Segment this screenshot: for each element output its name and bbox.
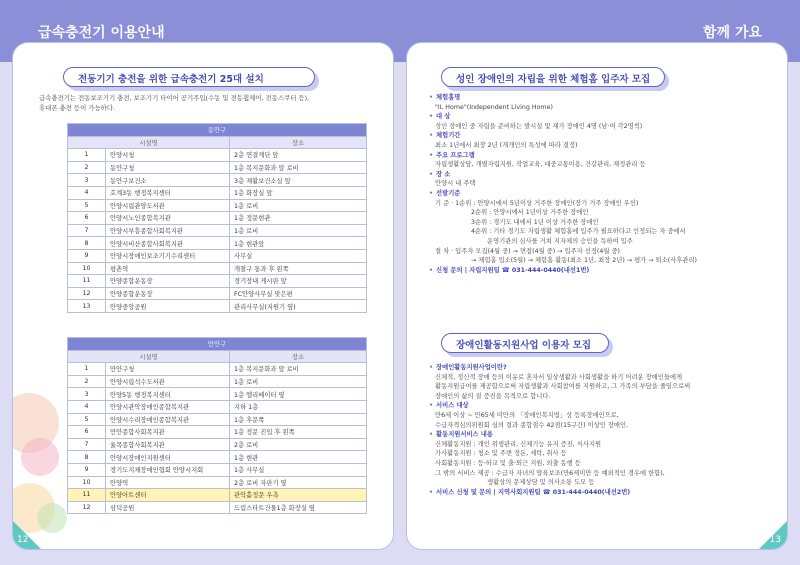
page-number: 13 <box>769 535 781 545</box>
charger-location: 사무실 <box>230 249 367 262</box>
left-page <box>12 42 394 550</box>
facility-name: 평촌역 <box>106 262 230 275</box>
row-number: 7 <box>68 224 106 237</box>
charger-location: 2층 로비 자판기 옆 <box>230 476 367 489</box>
facility-name: 안양5동 행정복지센터 <box>106 388 230 401</box>
facility-name: 경기도지체장애인협회 안양시지회 <box>106 463 230 476</box>
row-number: 7 <box>68 438 106 451</box>
facility-name: 안양시수리장애인종합복지관 <box>106 413 230 426</box>
flower-decoration <box>21 438 59 476</box>
table-row <box>68 501 367 514</box>
facility-name: 안양중앙공원 <box>106 300 230 313</box>
info-label: • 장 소 <box>429 170 779 180</box>
section-title: 장애인활동지원사업 이용자 모집 <box>441 333 609 353</box>
facility-name: 안양시청 <box>106 149 230 162</box>
table-row <box>68 451 367 464</box>
procedure-line: 절 차 · 입주자 모집(4월 중) → 면접(4월 중) → 입주자 선정(4월 중) <box>435 247 620 255</box>
charger-location: 경기장내 게시판 앞 <box>230 275 367 288</box>
header-brand: 함께 가요 <box>703 25 762 41</box>
facility-name: 안양시립관양도서관 <box>106 199 230 212</box>
table-row <box>68 287 367 300</box>
region-header: 만안구 <box>68 338 367 351</box>
info-value: 사회활동지원 : 등·하교 및 출·퇴근 지원, 외출 동행 등 <box>435 459 581 467</box>
info-value: 가사활동지원 : 청소 및 주변 정돈, 세탁, 취사 등 <box>435 450 567 458</box>
contact-info: • 신청 문의 | 자립지원팀 ☎ 031-444-0440(내선1번) <box>429 266 779 276</box>
charger-location: 1층 복지문화과 앞 로비 <box>230 161 367 174</box>
page-number: 12 <box>17 535 29 545</box>
right-page <box>406 42 788 550</box>
column-header-place: 장소 <box>230 350 367 363</box>
row-number: 3 <box>68 388 106 401</box>
info-value: 활동지원급여를 제공함으로써 자립생활과 사회참여를 지원하고, 그 가족의 부담을 줄임으로써 <box>435 383 691 391</box>
charger-location: 3층 재활보건소실 앞 <box>230 174 367 187</box>
charger-location: 1층 정문현관 <box>230 212 367 225</box>
criteria-line: 2순위 : 안양시에서 1년이상 거주한 장애인 <box>471 209 589 217</box>
intro-line: 휴대폰 충전 등이 가능하다. <box>39 104 116 112</box>
info-label: • 체험홈명 <box>429 93 779 103</box>
info-label: • 대 상 <box>429 112 779 122</box>
procedure-line: → 체험홈 입소(5월) → 체험홈 활동(최소 1년, 최장 2년) → 평가 → 퇴소(사후관리) <box>471 257 697 265</box>
facility-name: 안양역 <box>106 476 230 489</box>
info-label: • 체험기간 <box>429 131 779 141</box>
table-row <box>68 212 367 225</box>
row-number: 13 <box>68 300 106 313</box>
facility-name: 만안구청 <box>106 363 230 376</box>
row-number: 11 <box>68 489 106 502</box>
info-label: • 주요 프로그램 <box>429 151 779 161</box>
table-row <box>68 262 367 275</box>
info-label: • 선발기준 <box>429 189 779 199</box>
charger-location: 1층 후문쪽 <box>230 413 367 426</box>
facility-name: 안양시립석수도서관 <box>106 375 230 388</box>
info-value: 수급자격심의위원회 심의 결과 종합점수 42점(15구간) 이상인 장애인. <box>435 421 629 429</box>
header-title: 급속충전기 이용안내 <box>38 25 165 41</box>
facility-name: 안양시장애인보조기기수리센터 <box>106 249 230 262</box>
criteria-line: 4순위 : 기타 경기도 자립생활 체험홈에 입주가 필요하다고 인정되는 자 중에서 <box>471 228 686 236</box>
table-row <box>68 363 367 376</box>
info-value: 최소 1년에서 최장 2년 (개개인의 특성에 따라 결정) <box>435 141 578 149</box>
row-number: 1 <box>68 363 106 376</box>
contact-info: • 서비스 신청 및 문의 | 지역사회지원팀 ☎ 031-444-0440(내선2번) <box>429 488 779 498</box>
column-header-place: 장소 <box>230 136 367 149</box>
intro-text <box>39 93 379 113</box>
table-row <box>68 249 367 262</box>
info-label: • 활동지원서비스 내용 <box>429 430 779 440</box>
info-value: 안양시 내 주택 <box>435 180 476 188</box>
info-value: 신체활동지원 : 개인 위생관리, 신체기능 유지 증진, 식사지원 <box>435 440 602 448</box>
facility-name: 안양아트센터 <box>106 489 230 502</box>
criteria-line: 기 준 · 1순위 : 안양시에서 5년이상 거주한 장애인(장기 거주 장애인 우선) <box>435 199 639 207</box>
criteria-line: 3순위 : 경기도 내에서 1년 이상 거주한 장애인 <box>471 218 599 226</box>
charger-location: 2층 연결계단 앞 <box>230 149 367 162</box>
charger-location: 드림스타트건물1층 화장실 옆 <box>230 501 367 514</box>
charger-location: 개찰구 통과 후 왼쪽 <box>230 262 367 275</box>
intro-line: 급속충전기는 전동보조기기 충전, 보조기기 타이어 공기주입(수동 및 전동휠체어, 전동스쿠터 등), <box>39 94 310 102</box>
table-row <box>68 161 367 174</box>
table-row <box>68 224 367 237</box>
region-header: 동안구 <box>68 124 367 137</box>
criteria-line: 운영기관의 심사를 거쳐 지자체의 승인을 득하여 입주 <box>487 237 633 245</box>
section-title: 성인 장애인의 자립을 위한 체험홈 입주자 모집 <box>441 67 665 87</box>
facility-name: 호계3동 행정복지센터 <box>106 186 230 199</box>
table-row <box>68 400 367 413</box>
table-row <box>68 426 367 439</box>
charger-location: 1층 화장실 앞 <box>230 186 367 199</box>
facility-name: 안양시관악장애인종합복지관 <box>106 400 230 413</box>
charger-location: 1층 현관앞 <box>230 237 367 250</box>
facility-name: 동안구청 <box>106 161 230 174</box>
table-row <box>68 174 367 187</box>
info-value: 그 밖의 서비스 제공 : 수급자 자녀의 양육보조(만6세미만 등 예외적인 경우에 한함), <box>435 469 665 477</box>
table-row <box>68 413 367 426</box>
facility-name: 안양시장애인지원센터 <box>106 451 230 464</box>
info-value: 장애인의 삶의 질 증진을 목적으로 합니다. <box>435 392 551 400</box>
facility-name: 안양종합운동장 <box>106 275 230 288</box>
table-row <box>68 463 367 476</box>
info-label: • 장애인활동지원사업이란? <box>429 363 779 373</box>
table-row <box>68 489 367 502</box>
facility-name: 안양시비산종합사회복지관 <box>106 237 230 250</box>
dongan-table <box>67 123 367 313</box>
table-row <box>68 438 367 451</box>
manan-table <box>67 337 367 514</box>
table-row <box>68 388 367 401</box>
charger-location: 2층 로비 <box>230 438 367 451</box>
leaf-decoration <box>37 503 67 533</box>
table-row <box>68 275 367 288</box>
column-header-facility: 시설명 <box>68 350 230 363</box>
row-number: 2 <box>68 161 106 174</box>
table-row <box>68 375 367 388</box>
row-number: 10 <box>68 262 106 275</box>
row-number: 9 <box>68 463 106 476</box>
charger-location: FC안양사무실 맞은편 <box>230 287 367 300</box>
table-row <box>68 237 367 250</box>
charger-location: 지하 1층 <box>230 400 367 413</box>
info-label: • 서비스 대상 <box>429 401 779 411</box>
column-header-facility: 시설명 <box>68 136 230 149</box>
row-number: 11 <box>68 275 106 288</box>
info-value: "IL Home"(Independent Living Home) <box>435 103 553 111</box>
facility-name: 안양시노인종합복지관 <box>106 212 230 225</box>
info-value: 성인 장애인 중 자립을 준비하는 발시설 및 재가 장애인 4명 (남·여 각2명씩) <box>435 122 643 130</box>
facility-name: 만안종합사회복지관 <box>106 426 230 439</box>
info-value: 생활상의 문제상담 및 의사소통 도모 등 <box>487 479 595 487</box>
charger-location: 1층 로비 <box>230 224 367 237</box>
info-value: 만6세 이상 ~ 만65세 미만의 「장애인복지법」상 등록장애인으로, <box>435 411 619 419</box>
row-number: 4 <box>68 186 106 199</box>
row-number: 5 <box>68 199 106 212</box>
activity-support-info <box>429 363 779 497</box>
facility-name: 안양시부흥종합사회복지관 <box>106 224 230 237</box>
facility-name: 삼덕공원 <box>106 501 230 514</box>
row-number: 9 <box>68 249 106 262</box>
row-number: 10 <box>68 476 106 489</box>
row-number: 5 <box>68 413 106 426</box>
table-row <box>68 149 367 162</box>
row-number: 3 <box>68 174 106 187</box>
facility-name: 동안구보건소 <box>106 174 230 187</box>
experience-home-info <box>429 93 779 275</box>
charger-location: 1층 정문 진입 후 왼쪽 <box>230 426 367 439</box>
row-number: 6 <box>68 212 106 225</box>
charger-location: 1층 복지문화과 앞 로비 <box>230 363 367 376</box>
charger-location: 관리사무실(지원기 옆) <box>230 300 367 313</box>
facility-name: 율목종합사회복지관 <box>106 438 230 451</box>
table-row <box>68 199 367 212</box>
table-row <box>68 476 367 489</box>
info-value: 신체적, 정신적 장애 등의 이유로 혼자서 일상생활과 사회생활을 하기 어려운 장애인들에게 <box>435 373 683 381</box>
row-number: 8 <box>68 451 106 464</box>
charger-location: 1층 로비 <box>230 199 367 212</box>
row-number: 8 <box>68 237 106 250</box>
charger-location: 관악홀정문 우측 <box>230 489 367 502</box>
info-value: 자립생활상담, 개별자립지원, 작업교육, 대중교통이용, 건강관리, 재정관리 등 <box>435 161 646 169</box>
table-row <box>68 186 367 199</box>
row-number: 1 <box>68 149 106 162</box>
row-number: 2 <box>68 375 106 388</box>
row-number: 6 <box>68 426 106 439</box>
row-number: 12 <box>68 501 106 514</box>
charger-location: 1층 현관 <box>230 451 367 464</box>
charger-location: 1층 사무실 <box>230 463 367 476</box>
charger-location: 1층 로비 <box>230 375 367 388</box>
facility-name: 안양종합운동장 <box>106 287 230 300</box>
table-row <box>68 300 367 313</box>
row-number: 4 <box>68 400 106 413</box>
row-number: 12 <box>68 287 106 300</box>
section-title: 전동기기 충전을 위한 급속충전기 25대 설치 <box>63 67 315 87</box>
charger-location: 1층 엘리베이터 옆 <box>230 388 367 401</box>
